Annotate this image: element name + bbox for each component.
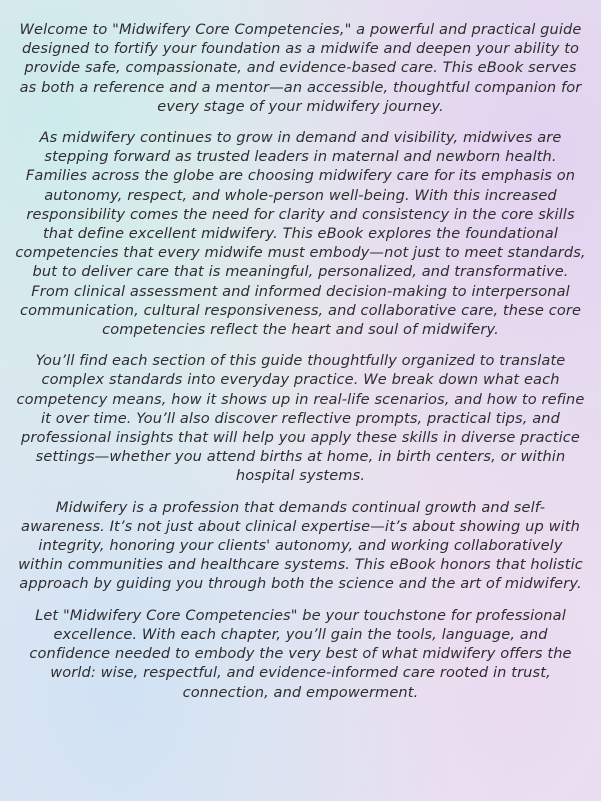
closing-paragraph: Let "Midwifery Core Competencies" be your touchstone for professional excellence. With each chapter, you’ll gain the tools, language, and confidence needed to embody the very best of what midwifery offers the world: wise, respectful, and evidence-informed care rooted in trust, connection, and empowerment. <box>29 606 572 701</box>
profession-paragraph: Midwifery is a profession that demands continual growth and self-awareness. It’s not just about clinical expertise—it’s about showing up with integrity, honoring your clients' autonomy, and working collaboratively within communities and healthcare systems. This eBook honors that holistic approach by guiding you through both the science and the art of midwifery. <box>18 498 583 593</box>
structure-paragraph: You’ll find each section of this guide thoughtfully organized to translate complex standards into everyday practice. We break down what each competency means, how it shows up in real-life scenarios, and how to refine it over time. You’ll also discover reflective prompts, practical tips, and professional insights that will help you apply these skills in diverse practice settings—whether you attend births at home, in birth centers, or within hospital systems. <box>16 352 585 485</box>
context-paragraph: As midwifery continues to grow in demand and visibility, midwives are stepping forward as trusted leaders in maternal and newborn health. Families across the globe are choosing midwifery care for its emphasis on autonomy, respect, and whole-person well-being. With this increased responsibility comes the need for clarity and consistency in the core skills that define excellent midwifery. This eBook explores the foundational competencies that every midwife must embody—not just to meet standards, but to deliver care that is meaningful, personalized, and transformative. From clinical assessment and informed decision-making to interpersonal communication, cultural responsiveness, and collaborative care, these core competencies reflect the heart and soul of midwifery. <box>15 129 586 339</box>
intro-paragraph: Welcome to "Midwifery Core Competencies," a powerful and practical guide designed to fortify your foundation as a midwife and deepen your ability to provide safe, compassionate, and evidence-based care. This eBook serves as both a reference and a mentor—an accessible, thoughtful companion for every stage of your midwifery journey. <box>19 21 582 115</box>
